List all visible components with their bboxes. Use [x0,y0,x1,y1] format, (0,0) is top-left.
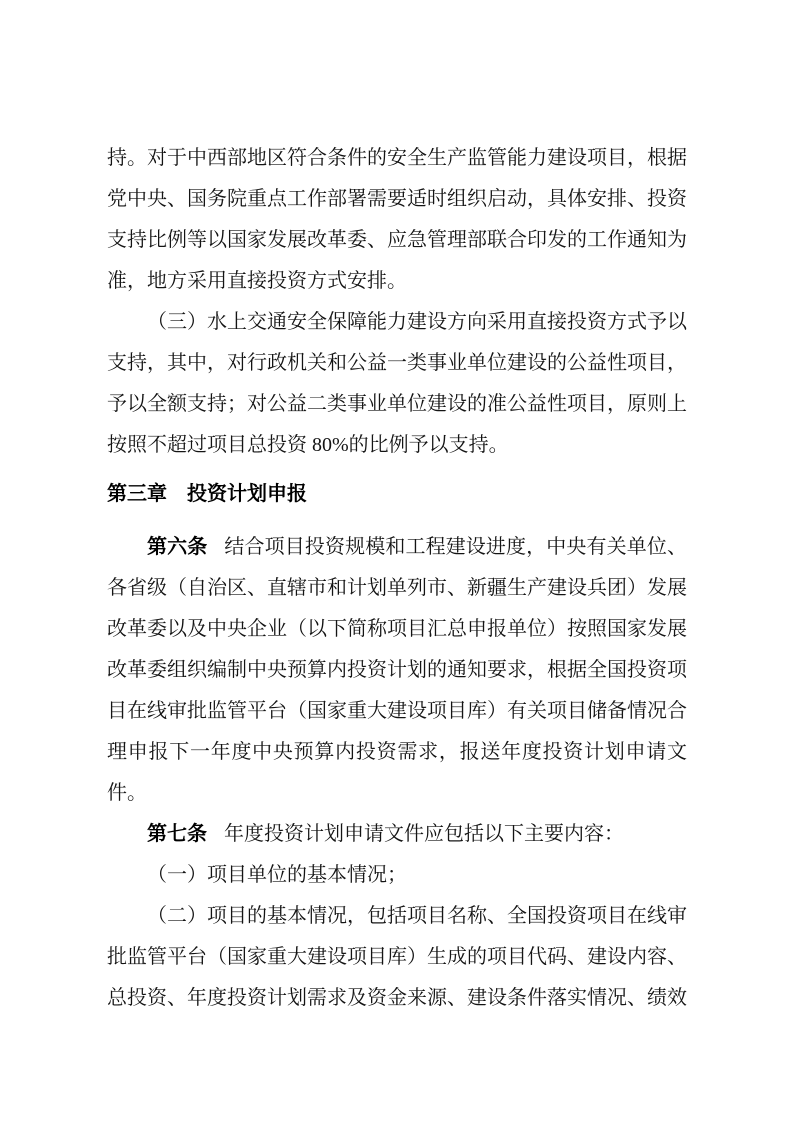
paragraph-item-3: （三）水上交通安全保障能力建设方向采用直接投资方式予以支持，其中，对行政机关和公益一类事业单位建设的公益性项目，予以全额支持；对公益二类事业单位建设的准公益性项目，原则上按照不超过项目总投资 80%的比例予以支持。 [107,311,687,456]
paragraph-list-item-1: （一）项目单位的基本情况； [147,864,407,886]
paragraph-article-7 [107,814,687,855]
article-7-text: 年度投资计划申请文件应包括以下主要内容： [224,823,624,845]
paragraph-list-item-2: （二）项目的基本情况，包括项目名称、全国投资项目在线审批监管平台（国家重大建设项目库）生成的项目代码、建设内容、总投资、年度投资计划需求及资金来源、建设条件落实情况、绩效 [107,905,687,1009]
paragraph-continuation: 持。对于中西部地区符合条件的安全生产监管能力建设项目，根据党中央、国务院重点工作部署需要适时组织启动，具体安排、投资支持比例等以国家发展改革委、应急管理部联合印发的工作通知为准，地方采用直接投资方式安排。 [107,147,687,292]
article-7-label: 第七条 [147,823,207,845]
chapter-heading: 第三章 投资计划申报 [107,483,307,505]
article-6-label: 第六条 [147,536,208,558]
article-6-text: 结合项目投资规模和工程建设进度，中央有关单位、各省级（自治区、直辖市和计划单列市、新疆生产建设兵团）发展改革委以及中央企业（以下简称项目汇总申报单位）按照国家发展改革委组织编制中央预算内投资计划的通知要求，根据全国投资项目在线审批监管平台（国家重大建设项目库）有关项目储备情况合理申报下一年度中央预算内投资需求，报送年度投资计划申请文件。 [107,536,688,804]
document-body [107,138,687,1019]
paragraph-article-6 [107,527,687,814]
